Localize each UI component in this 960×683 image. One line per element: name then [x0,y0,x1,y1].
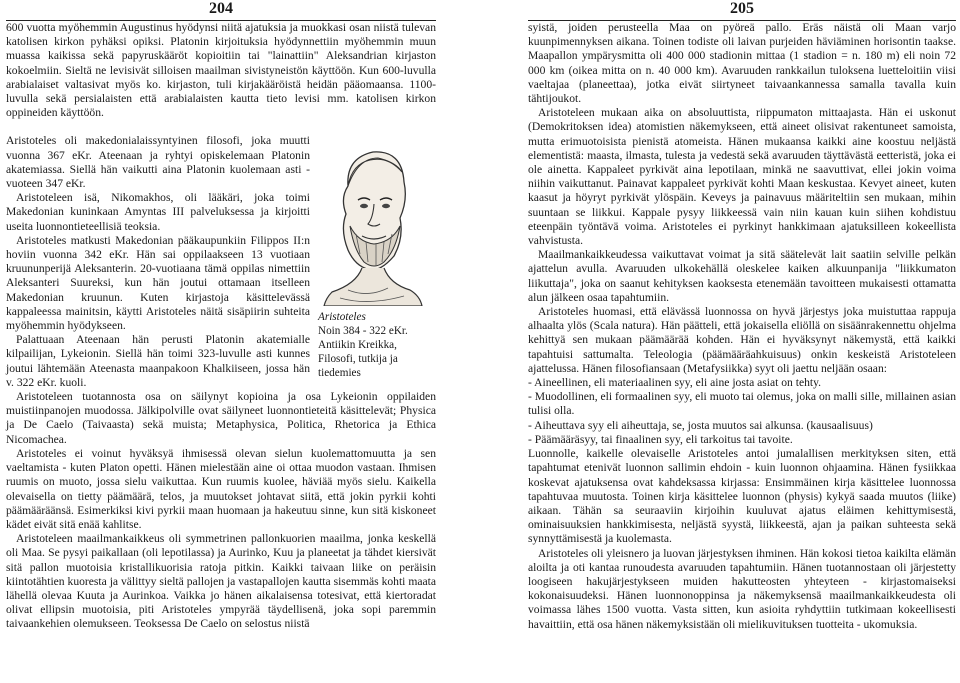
caption-line: Noin 384 - 322 eKr. [318,325,408,338]
list-item: - Muodollinen, eli formaalinen syy, eli muoto tai olemus, joka on malli sille, millainen asian tulisi olla. [528,390,956,418]
portrait-caption [318,310,436,380]
body-paragraph: Maailmankaikkeudessa vaikuttavat voimat ja sitä säätelevät lait saatiin selville pelkän ajattelun avulla. Avaruuden ulkokehällä oleskelee kaiken alkuunpanija "liikkumaton liikuttaja", joka on saanut kehityksen kaoksesta etenemään tavoitteen mukaisesti ottamatta alun jälkeen osaa tapahtumiin. [528,248,956,304]
aristotle-portrait-icon [318,138,428,306]
bio-paragraph: Palattuaan Ateenaan hän perusti Platonin akatemialle kilpailijan, Lykeionin. Siellä hän toimi 323-luvulle asti kunnes joutui lähtemään Ateenasta maanpakoon Khalkiiseen, jossa hän v. 322 eKr. kuoli. [6,333,310,389]
bio-paragraph: Aristoteleen isä, Nikomakhos, oli lääkäri, joka toimi Makedonian kuninkaan Amyntas III palveluksessa ja kirjoitti useita luonnontieteellisiä teoksia. [6,191,310,233]
body-paragraph: Aristoteles oli yleisnero ja luovan järjestyksen ihminen. Hän kokosi tietoa kaikilta elämän aloilta ja oti kantaa runoudesta avaruuden tapahtumiin. Hänen tuotannostaan oli järjestetty loogiseen hakujärjestykseen muiden hakutteosten yhteyteen - kirjastomaiseksi kokonaisuudeksi. Hänen luonnonoppinsa ja näkemyksensä maailmankaikkeudesta oli voimassa lähes 1500 vuotta. Vasta sitten, kun asioita ryhdyttiin tutkimaan kokeellisesti havaittiin, että osa hänen näkemyksistään oli mielikuvituksen tuotteita - ukomuksia. [528,546,956,631]
body-paragraph: Luonnolle, kaikelle olevaiselle Aristoteles antoi jumalallisen merkityksen siten, että tapahtumat etenivät luonnon sallimin ehdoin - kuin luonnon ohjaamina. Hänen fysiikkaa koskevat ajatuksensa ovat kahdeksassa kirjassa: Ensimmäinen kirja käsittelee luonnossa tapahtuvaa muutosta. Toinen kirja käsittelee luonnon (physis) kykyä saada muutos (liike) aikaan. Tähän sa seuraaviin kirjoihin kuuluvat ajatus eläimen kehittymisestä, ominaisuuksien hankkimisesta, neljästä syystä, liikkeestä, ajan ja paikan suhteesta sekä synnyttämisestä ja kuolemasta. [528,447,956,546]
body-paragraph: Aristoteleen tuotannosta osa on säilynyt kopioina ja osa Lykeionin oppilaiden muistiinpanojen muodossa. Jälkipolville ovat säilyneet luonnontieteitä käsittelevät; Physica ja De Caelo (Taivaasta) sekä muista; Metaphysica, Politica, Rhetorica ja Ethica Nicomachea. [6,390,436,446]
list-item: - Päämääräsyy, tai finaalinen syy, eli tarkoitus tai tavoite. [528,432,793,446]
body-paragraph: Aristoteles huomasi, että elävässä luonnossa on hyvä järjestys joka muistuttaa rappuja alhaalta ylös (Scala natura). Hän päätteli, että jokaisella eliöllä on sisäänrakennettu ohjelma kehittyä sen mukaan päämäärää kohden. Hän ei hyväksynyt näkemystä, että kaikki tapahtuisi sattumalta. Teleologia (päämääräahkuisuus) onkin keskeistä Aristoteleen ajattelussa. Hänen filosofiansaan (Metafysiikka) syyt oli jaettu neljään osaan: [528,305,956,375]
bio-paragraph: Aristoteles matkusti Makedonian pääkaupunkiin Filippos II:n hoviin vuonna 342 eKr. Hän sai oppilaakseen 13 vuotiaan kruununperijä Aleksanterin. 20-vuotiaana tämä oppilas nimettiin Aleksanteri Suureksi, kun hän joutui ottamaan itselleen Makedonian kruunun. Kuten kirjastoja käsittelevässä kappaleessa mainitsin, käytti Aristoteles näitä sisäpiirin suhteita myöhemmin hyödykseen. [6,233,310,333]
intro-paragraph: 600 vuotta myöhemmin Augustinus hyödynsi niitä ajatuksia ja muokkasi osan niistä tulevan katolisen kirkon pyhäksi opiksi. Platonin kirjoituksia hyödynnettiin myöhemmin muun muassa kaikissa sekä papyruskääröt kopioitiin tai "lainattiin" Aleksandrian kirjaston kokoelmiin. Sieltä ne levisivät silloisen maailman sivistyneistön käyttöön. Kun 600-luvulla arabialaiset valtasivat myös ko. kirjaston, tuli kirjakääröistä heidän pääomaansa. 1100-luvulla sekä persialaisten että arabialaisten kautta tieto levisi mm. katolisen kirkon oppineiden käyttöön. [6,21,436,120]
bio-section [6,134,436,390]
body-paragraph: Aristoteles ei voinut hyväksyä ihmisessä olevan sielun kuolemattomuutta ja sen vaeltamista - kuten Platon opetti. Hänen mielestään aine oi ottaa muodon vastaan. Ihmisen ruumis on muoto, jossa sielu vaikuttaa. Kun ruumis kuolee, häviää myös sielu. Kaikella olevaisella on tietty päämäärä, telos, ja muutokset johtavat siitä, että jokin pyrkii kohti päämääräänsä. Esimerkiksi kivi pyrkii maan huomaan ja hakeutuu sinne, kun sitä kiskoneet kädet eivät sitä enää kahlitse. [6,446,436,531]
body-paragraph: Aristoteleen mukaan aika on absoluuttista, riippumaton mittaajasta. Hän ei uskonut (Demokritoksen idea) atomistien näkemykseen, että aineet olisivat rakentuneet samoista, mutta erimuotoisista pienistä atomeista. Hänen mukaansa kaikki aine koostuu neljästä elementistä: maasta, ilmasta, tulesta ja vedestä sekä avaruuden täyttävästä eetteristä, joka ei ole ainetta. Kappaleet pyrkivät aina lepotilaan, minkä ne saavuttivat, ellei jokin voima niihin vaikuttanut. Painavat kappaleet pyrkivät kohti Maan keskustaa. Kevyet aineet, kuten kaasut ja höyryt pyrkivät ylöspäin. Keveys ja painavuus määriteltiin sen mukaan, mihin suuntaan se liikkui. Kappale pysyy liikkeessä vain niin kauan kuin siihen kohdistuu eteenpäin työntävä voima. Aristoteles ei pyrkinyt hankkimaan ajatuksilleen kokeellista vahvistusta. [528,106,956,248]
caption-line: tiedemies [318,367,361,380]
caption-name: Aristoteles [318,311,366,324]
left-text-column [6,21,436,632]
body-paragraph: Aristoteleen maailmankaikkeus oli symmetrinen pallonkuorien maailma, jonka keskellä oli Maa. Se pysyi paikallaan (oli lepotilassa) ja Aurinko, Kuu ja planeetat ja tähdet kiersivät sitä pallon muotoisia kristallikuorisia ratoja pitkin. Kaikki taivaan liike on peräisin kiintotähtien kuoresta ja välittyy sieltä pallojen ja vastapallojen kautta sisemmäs kohti maata lähellä olevaa Kuuta ja Aurinkoa. Vaikka jo hänen aikalaisensa totesivat, että kiertoradat olivat ellipsin muotoisia, piti Aristoteles ympyrää täydellisenä, joka sopi paremmin taivaankehien olemukseen. Teoksessa De Caelo on selostus niistä [6,532,436,631]
paragraph-gap [6,120,436,134]
caption-line: Antiikin Kreikka, [318,339,397,352]
caption-line: Filosofi, tutkija ja [318,353,398,366]
bio-paragraph: Aristoteles oli makedonialaissyntyinen filosofi, joka muutti vuonna 367 eKr. Ateenaan ja ryhtyi opiskelemaan Platonin akatemiassa. Siellä hän vaikutti aina Platonin kuolemaan asti - vuoteen 347 eKr. [6,134,310,191]
right-page [528,0,956,632]
list-item: - Aineellinen, eli materiaalinen syy, eli aine josta asiat on tehty. [528,376,822,390]
page-number-right: 205 [730,0,754,17]
list-item: - Aiheuttava syy eli aiheuttaja, se, josta muutos sai alkunsa. (kausaalisuus) [528,418,873,432]
right-text-column [528,21,956,632]
portrait-figure [318,138,436,380]
page-number-left: 204 [209,0,233,17]
body-paragraph: syistä, joiden perusteella Maa on pyöreä pallo. Eräs näistä oli Maan varjo kuunpimennyksen aikana. Toinen todiste oli laivan purjeiden häviäminen horisontin taakse. Maapallon ympärysmitta oli 400 000 stadionin mittaa (1 stadion = n. 180 m) eli noin 72 000 km (oikea mitta on n. 40 000 km). Avaruuden rankkailun tuloksena luetteloitiin viisi vaeltajaa (planeettaa), jotka eivät siirtyneet taivaankannessa samalla tavalla kuin tähtijoukot. [528,21,956,106]
left-page [6,0,436,632]
